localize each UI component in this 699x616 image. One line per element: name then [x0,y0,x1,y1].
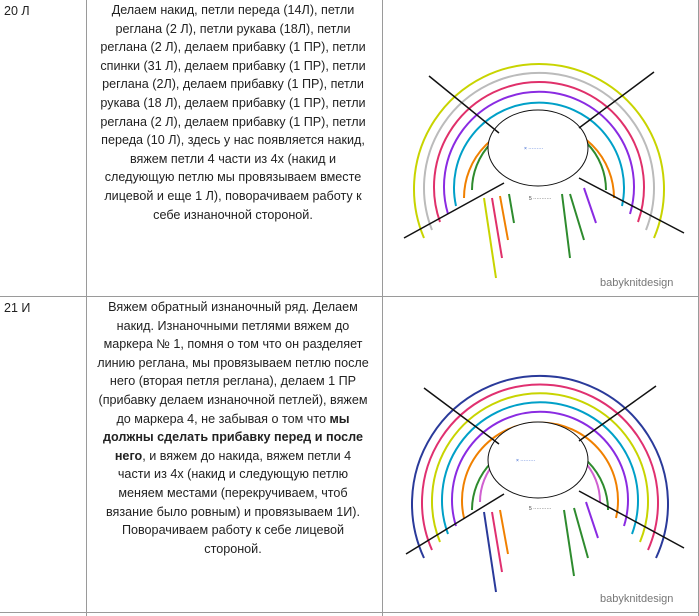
center-mark: × ········· [524,146,544,152]
row-label-20: 20 Л [4,4,30,18]
column-divider [86,0,87,616]
diagram-note: 5 ··········· [529,196,552,202]
column-divider [382,0,383,616]
row-20-instructions: Делаем накид, петли переда (14Л), петли реглана (2 Л), петли рукава (18Л), петли реглана (2 Л), делаем прибавку (1 ПР), петли спинки (31 Л), делаем прибавку (1 ПР), петли реглана (2Л), делаем прибавку (1 ПР), петли рукава (18 Л), делаем прибавку (1 ПР), петли реглана (2 Л), делаем прибавку (1 ПР), петли переда (10 Л), здесь у нас появляется накид, вяжем петли 4 части из 4х (накид и следующую петлю мы провязываем вместе лицевой и еще 1 Л), поворачиваем работу к себе изнаночной стороной. [100,3,366,222]
watermark: babyknitdesign [600,593,674,605]
neck-ellipse [488,422,588,498]
raglan-diagram-row-20 [384,8,696,292]
raglan-diagram-row-21 [384,326,696,610]
row-21-instructions: Вяжем обратный изнаночный ряд. Делаем накид. Изнаночными петлями вяжем до маркера № 1, помня о том что он разделяет линию реглана, мы провязываем петлю после него (вторая петля реглана), делаем 1 ПР (прибавку делаем изнаночной петлей), вяжем до маркера 4, не забывая о том что мы должны сделать прибавку перед и после него, и вяжем до накида, вяжем петли 4 части из 4х (накид и следующую петлю меняем местами (перекручиваем, чтоб вязание было ровным) и провязываем 1И). Поворачиваем работу к себе лицевой стороной. [97,300,369,556]
row-label-21: 21 И [4,301,31,315]
row-divider [0,296,699,297]
diagram-note: 5 ··········· [529,506,552,512]
row-divider [0,612,699,613]
center-mark: × ········· [516,458,536,464]
arrows [484,502,598,592]
watermark: babyknitdesign [600,277,674,289]
